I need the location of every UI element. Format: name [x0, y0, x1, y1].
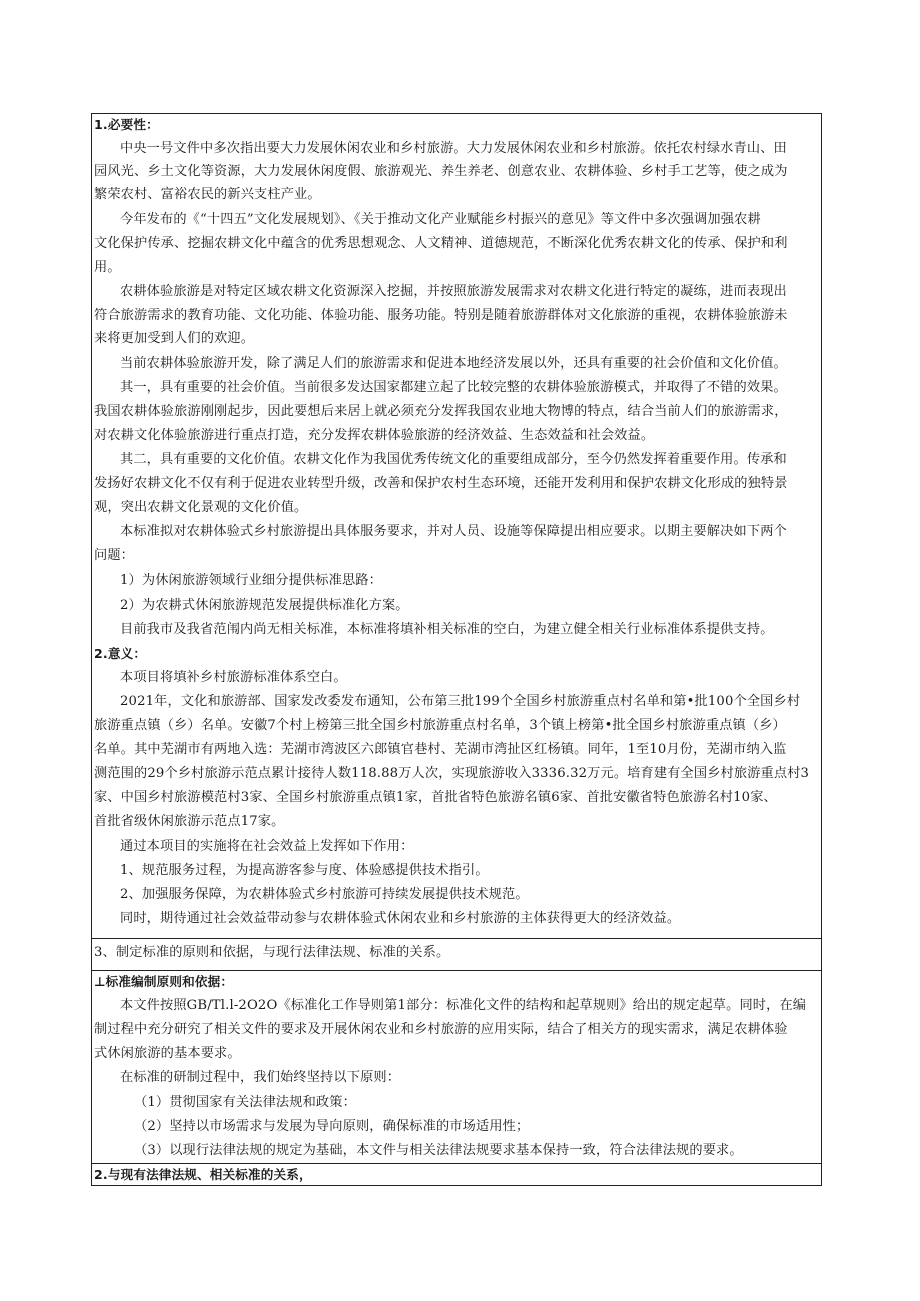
- paragraph-line: 文化保护传承、挖掘农耕文化中蕴含的优秀思想观念、人文精神、道德规范，不断深化优秀农耕文化的传承、保护和利: [94, 236, 788, 251]
- paragraph-line: 名单。其中芜湖市有两地入选：芜湖市湾波区六郎镇官巷村、芜湖市湾扯区红杨镇。同年，1至10月份，芜湖市纳入监: [94, 742, 787, 757]
- paragraph-line: 家、中国乡村旅游模范村3家、全国乡村旅游重点镇1家，首批省特色旅游名镇6家、首批安徽省特色旅游名村10家、: [94, 790, 777, 805]
- significance-heading: 2.意义：: [94, 646, 147, 661]
- principles-heading: ⊥标准编制原则和依据：: [94, 974, 234, 989]
- paragraph-line: 本标准拟对农耕体验式乡村旅游提出具体服务要求，并对人员、设施等保障提出相应要求。以期主要解决如下两个: [120, 524, 787, 539]
- paragraph-line: 测范围的29个乡村旅游示范点累计接待人数118.88万人次，实现旅游收入3336.32万元。培育建有全国乡村旅游重点村3: [94, 766, 810, 781]
- paragraph-line: 来将更加受到人们的欢迎。: [94, 331, 255, 346]
- necessity-heading: 1.必要性：: [94, 117, 159, 132]
- paragraph-line: 首批省级休闲旅游示范点17家。: [94, 814, 285, 829]
- row-divider: [91, 1163, 822, 1164]
- paragraph-line: 在标准的研制过程中，我们始终坚持以下原则：: [120, 1070, 401, 1085]
- paragraph-line: 其一，具有重要的社会价值。当前很多发达国家都建立起了比较完整的农耕体验旅游模式，并取得了不错的效果。: [120, 380, 787, 395]
- paragraph-line: 用。: [94, 260, 121, 275]
- list-item: 1）为休闲旅游领域行业细分提供标准思路：: [120, 573, 382, 588]
- list-item: （1）贯彻国家有关法律法规和政策：: [134, 1095, 356, 1110]
- paragraph-line: 我国农耕体验旅游刚刚起步，因此要想后来居上就必须充分发挥我国农业地大物博的特点，结合当前人们的旅游需求，: [94, 404, 788, 419]
- paragraph-line: 繁荣农村、富裕农民的新兴支柱产业。: [94, 187, 321, 202]
- paragraph-line: 当前农耕体验旅游开发，除了满足人们的旅游需求和促进本地经济发展以外，还具有重要的社会价值和文化价值。: [120, 356, 787, 371]
- paragraph-line: 今年发布的《“十四五”文化发展规划》、《关于推动文化产业赋能乡村振兴的意见》等文件中多次强调加强农耕: [120, 212, 761, 227]
- row-divider: [91, 970, 822, 971]
- list-item: 1、规范服务过程，为提高游客参与度、体验感提供技术指引。: [120, 863, 489, 878]
- paragraph-line: 其二，具有重要的文化价值。农耕文化作为我国优秀传统文化的重要组成部分，至今仍然发挥着重要作用。传承和: [120, 452, 787, 467]
- paragraph-line: 对农耕文化体验旅游进行重点打造，充分发挥农耕体验旅游的经济效益、生态效益和社会效益。: [94, 428, 655, 443]
- relationship-heading: 2.与现有法律法规、相关标准的关系，: [94, 1167, 312, 1182]
- paragraph-line: 园风光、乡土文化等资源，大力发展休闲度假、旅游观光、养生养老、创意农业、农耕体验、乡村手工艺等，使之成为: [94, 164, 788, 179]
- paragraph-line: 本文件按照GB/Tl.l-2O2O《标准化工作导则第1部分：标准化文件的结构和起草规则》给出的规定起草。同时，在编: [120, 998, 807, 1013]
- paragraph-line: 制过程中充分研究了相关文件的要求及开展休闲农业和乡村旅游的应用实际，结合了相关方的现实需求，满足农耕体验: [94, 1022, 788, 1037]
- paragraph-line: 农耕体验旅游是对特定区域农耕文化资源深入挖掘，并按照旅游发展需求对农耕文化进行特定的凝练，进而表现出: [120, 284, 787, 299]
- paragraph-line: 本项目将填补乡村旅游标准体系空白。: [120, 670, 347, 685]
- paragraph-line: 通过本项目的实施将在社会效益上发挥如下作用：: [120, 839, 414, 854]
- paragraph-line: 2021年，文化和旅游部、国家发改委发布通知，公布第三批199个全国乡村旅游重点村名单和第•批100个全国乡村: [120, 694, 801, 709]
- row-divider: [91, 938, 822, 939]
- list-item: 2）为农耕式休闲旅游规范发展提供标准化方案。: [120, 598, 409, 613]
- list-item: （3）以现行法律法规的规定为基础，本文件与相关法律法规要求基本保持一致，符合法律法规的要求。: [134, 1143, 743, 1158]
- paragraph-line: 观，突出农耕文化景观的文化价值。: [94, 500, 308, 515]
- paragraph-line: 中央一号文件中多次指出要大力发展休闲农业和乡村旅游。大力发展休闲农业和乡村旅游。依托农村绿水青山、田: [120, 141, 787, 156]
- section-3-title: 3、制定标准的原则和依据，与现行法律法规、标准的关系。: [94, 945, 450, 960]
- paragraph-line: 符合旅游需求的教育功能、文化功能、体验功能、服务功能。特别是随着旅游群体对文化旅游的重视，农耕体验旅游未: [94, 308, 788, 323]
- paragraph-line: 问题：: [94, 548, 135, 563]
- paragraph-line: 式休闲旅游的基本要求。: [94, 1046, 241, 1061]
- paragraph-line: 旅游重点镇（乡）名单。安徽7个村上榜第三批全国乡村旅游重点村名单，3个镇上榜第•批全国乡村旅游重点镇（乡）: [94, 718, 786, 733]
- list-item: （2）坚持以市场需求与发展为导向原则，确保标准的市场适用性；: [134, 1119, 530, 1134]
- paragraph-line: 目前我市及我省范闱内尚无相关标准，本标准将填补相关标准的空白，为建立健全相关行业标准体系提供支持。: [120, 622, 774, 637]
- paragraph-line: 发扬好农耕文化不仅有利于促进农业转型升级，改善和保护农村生态环境，还能开发利用和保护农耕文化形成的独特景: [94, 476, 788, 491]
- paragraph-line: 同时，期待通过社会效益带动参与农耕体验式休闲农业和乡村旅游的主体获得更大的经济效益。: [120, 911, 681, 926]
- list-item: 2、加强服务保障，为农耕体验式乡村旅游可持续发展提供技术规范。: [120, 887, 529, 902]
